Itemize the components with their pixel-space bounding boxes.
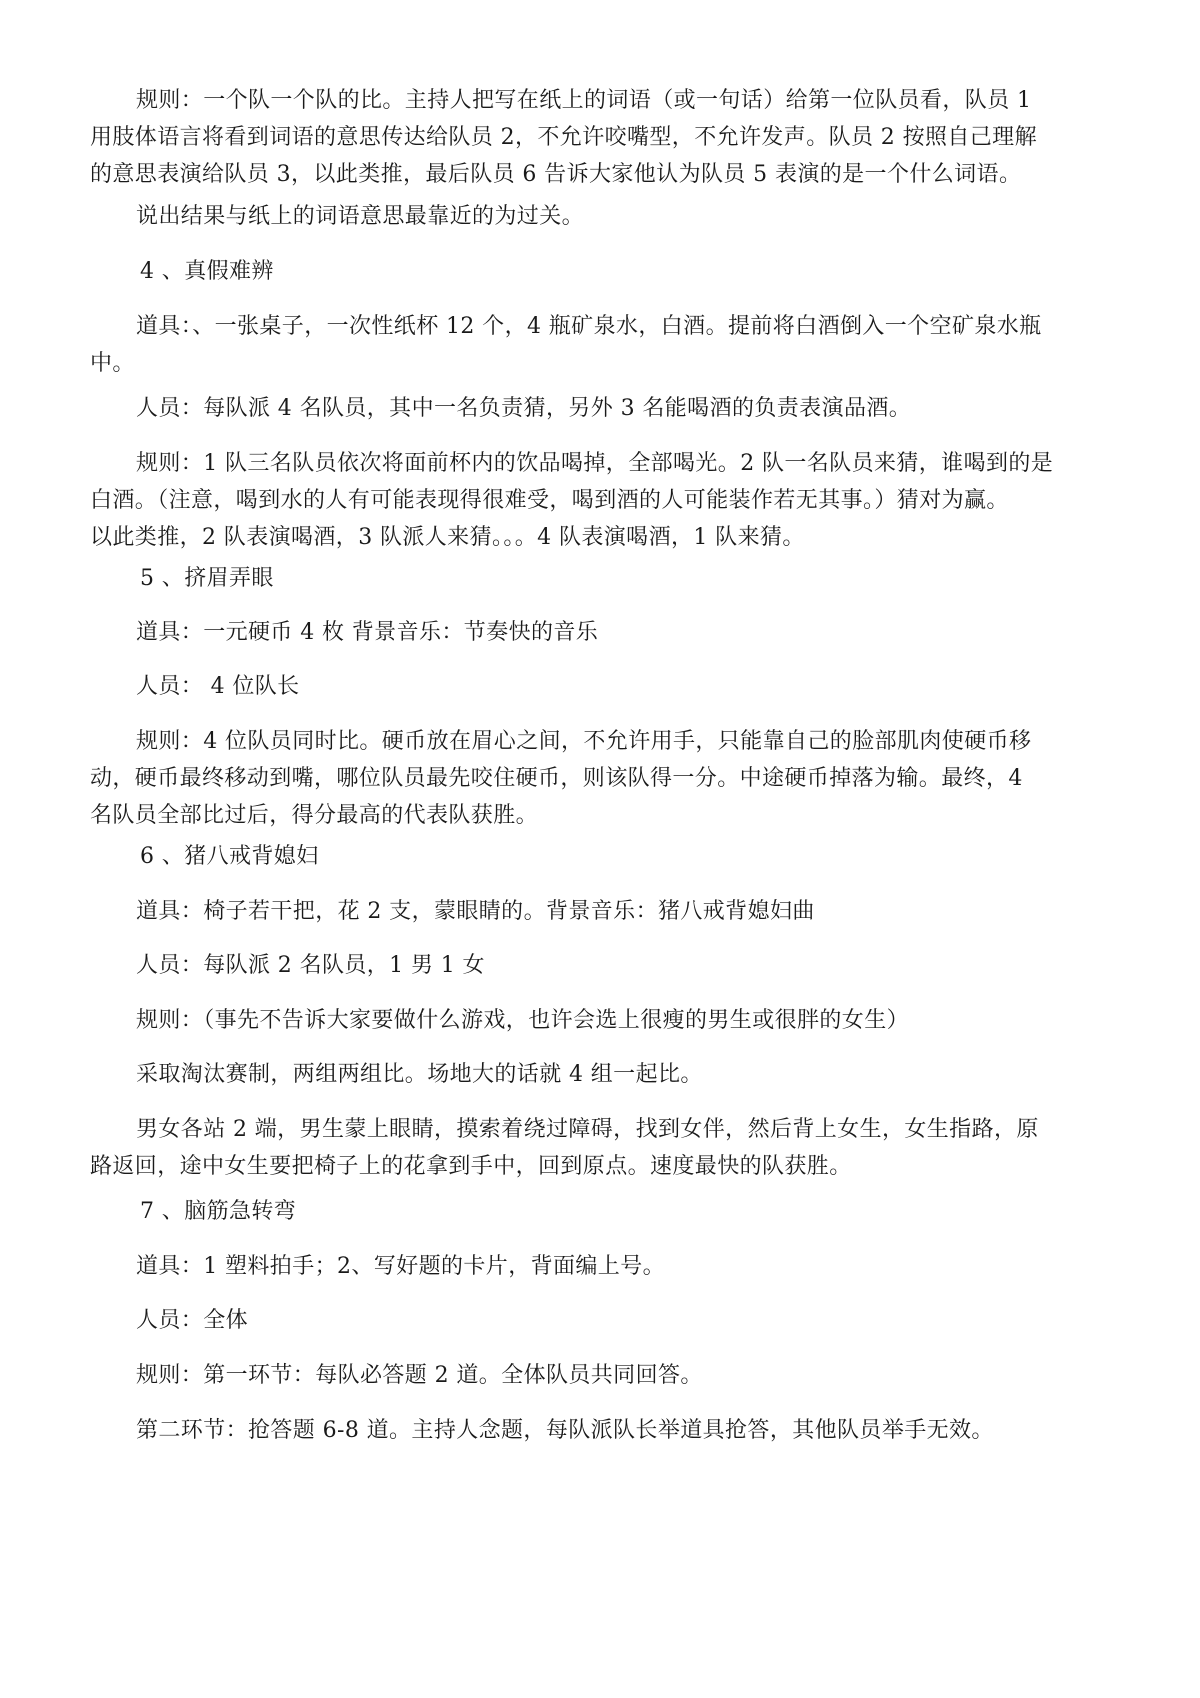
paragraph-line: 采取淘汰赛制，两组两组比。场地大的话就 4 组一起比。 xyxy=(136,1062,703,1087)
paragraph-line: 规则：1 队三名队员依次将面前杯内的饮品喝掉，全部喝光。2 队一名队员来猜，谁喝到的是 xyxy=(136,451,1054,476)
paragraph-pass-condition xyxy=(90,198,1120,235)
paragraph-props-7 xyxy=(90,1248,1120,1285)
paragraph-line: 人员：每队派 2 名队员，1 男 1 女 xyxy=(136,953,485,978)
paragraph-props-6 xyxy=(90,893,1120,930)
section-heading-7 xyxy=(90,1193,1120,1230)
paragraph-rules-5 xyxy=(90,723,1120,834)
paragraph-line: 道具：、一张桌子，一次性纸杯 12 个，4 瓶矿泉水，白酒。提前将白酒倒入一个空矿泉水瓶 xyxy=(136,314,1042,339)
paragraph-people-7 xyxy=(90,1302,1120,1339)
paragraph-line: 第二环节：抢答题 6-8 道。主持人念题，每队派队长举道具抢答，其他队员举手无效。 xyxy=(136,1418,994,1443)
paragraph-line: 中。 xyxy=(90,351,135,376)
paragraph-line: 道具：一元硬币 4 枚 背景音乐：节奏快的音乐 xyxy=(136,620,599,645)
paragraph-line: 规则：4 位队员同时比。硬币放在眉心之间，不允许用手，只能靠自己的脸部肌肉使硬币移 xyxy=(136,729,1032,754)
paragraph-rules-4 xyxy=(90,445,1120,556)
paragraph-props-4 xyxy=(90,308,1120,382)
paragraph-line: 的意思表演给队员 3，以此类推，最后队员 6 告诉大家他认为队员 5 表演的是一个什么词语。 xyxy=(90,162,1022,187)
paragraph-procedure-6 xyxy=(90,1111,1120,1185)
paragraph-line: 以此类推，2 队表演喝酒，3 队派人来猜。。。4 队表演喝酒，1 队来猜。 xyxy=(90,525,805,550)
paragraph-people-4 xyxy=(90,390,1120,427)
paragraph-rules-6 xyxy=(90,1002,1120,1039)
paragraph-people-5 xyxy=(90,668,1120,705)
section-title: 5 、挤眉弄眼 xyxy=(140,566,274,591)
paragraph-line: 名队员全部比过后，得分最高的代表队获胜。 xyxy=(90,803,539,828)
paragraph-line: 道具：1 塑料拍手；2、写好题的卡片，背面编上号。 xyxy=(136,1254,665,1279)
paragraph-rules-7 xyxy=(90,1357,1120,1394)
paragraph-rules-relay xyxy=(90,82,1120,193)
paragraph-round-2 xyxy=(90,1412,1120,1449)
paragraph-format-6 xyxy=(90,1056,1120,1093)
section-title: 4 、真假难辨 xyxy=(140,259,274,284)
paragraph-line: 规则：一个队一个队的比。主持人把写在纸上的词语（或一句话）给第一位队员看，队员 1 xyxy=(136,88,1032,113)
paragraph-line: 动，硬币最终移动到嘴，哪位队员最先咬住硬币，则该队得一分。中途硬币掉落为输。最终，4 xyxy=(90,766,1023,791)
paragraph-line: 白酒。（注意，喝到水的人有可能表现得很难受，喝到酒的人可能装作若无其事。）猜对为赢。 xyxy=(90,488,1009,513)
paragraph-line: 规则：（事先不告诉大家要做什么游戏，也许会选上很瘦的男生或很胖的女生） xyxy=(136,1008,910,1033)
paragraph-line: 说出结果与纸上的词语意思最靠近的为过关。 xyxy=(136,204,585,229)
paragraph-line: 规则：第一环节：每队必答题 2 道。全体队员共同回答。 xyxy=(136,1363,703,1388)
paragraph-props-5 xyxy=(90,614,1120,651)
section-title: 7 、脑筋急转弯 xyxy=(140,1199,297,1224)
paragraph-line: 道具：椅子若干把，花 2 支，蒙眼睛的。背景音乐：猪八戒背媳妇曲 xyxy=(136,899,815,924)
section-heading-4 xyxy=(90,253,1120,290)
paragraph-line: 路返回，途中女生要把椅子上的花拿到手中，回到原点。速度最快的队获胜。 xyxy=(90,1154,852,1179)
paragraph-line: 男女各站 2 端，男生蒙上眼睛，摸索着绕过障碍，找到女伴，然后背上女生，女生指路，原 xyxy=(136,1117,1039,1142)
paragraph-line: 人员：每队派 4 名队员，其中一名负责猜，另外 3 名能喝酒的负责表演品酒。 xyxy=(136,396,912,421)
paragraph-line: 人员： 4 位队长 xyxy=(136,674,300,699)
section-title: 6 、猪八戒背媳妇 xyxy=(140,844,319,869)
section-heading-6 xyxy=(90,838,1120,875)
paragraph-people-6 xyxy=(90,947,1120,984)
section-heading-5 xyxy=(90,560,1120,597)
paragraph-line: 人员：全体 xyxy=(136,1308,249,1333)
paragraph-line: 用肢体语言将看到词语的意思传达给队员 2，不允许咬嘴型，不允许发声。队员 2 按照自己理解 xyxy=(90,125,1037,150)
